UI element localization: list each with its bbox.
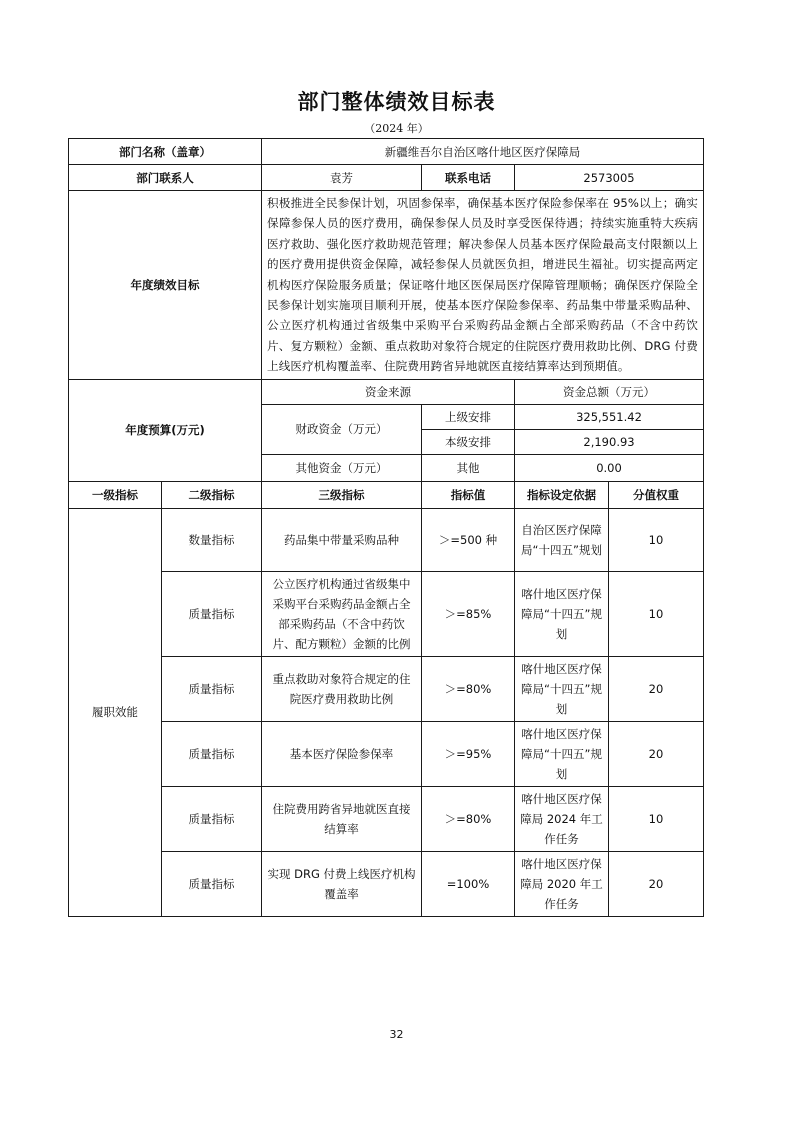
header-weight: 分值权重 <box>609 481 704 508</box>
local-allocation-value: 2,190.93 <box>515 429 704 454</box>
budget-label: 年度预算(万元) <box>69 379 262 481</box>
phone-label: 联系电话 <box>422 165 515 191</box>
goal-label: 年度绩效目标 <box>69 191 262 380</box>
indicator-value: ＞=80% <box>422 656 515 721</box>
level3-indicator: 住院费用跨省异地就医直接结算率 <box>262 786 422 851</box>
indicator-value: =100% <box>422 851 515 916</box>
contact-label: 部门联系人 <box>69 165 262 191</box>
upper-allocation-value: 325,551.42 <box>515 404 704 429</box>
indicator-weight: 10 <box>609 571 704 656</box>
indicator-value: ＞=95% <box>422 721 515 786</box>
indicator-basis: 喀什地区医疗保障局 2020 年工作任务 <box>515 851 609 916</box>
header-basis: 指标设定依据 <box>515 481 609 508</box>
indicator-row <box>69 571 704 656</box>
indicator-row <box>69 721 704 786</box>
local-allocation-label: 本级安排 <box>422 429 515 454</box>
goal-text: 积极推进全民参保计划，巩固参保率，确保基本医疗保险参保率在 95%以上；确实保障参保人员的医疗费用，确保参保人员及时享受医保待遇；持续实施重特大疾病医疗救助、强化医疗救助规范管理；解决参保人员基本医疗保险最高支付限额以上的医疗费用提供资金保障，减轻参保人员就医负担，增进民生福祉。切实提高两定机构医疗保险服务质量；保证喀什地区医保局医疗保障管理顺畅；确保医疗保险全民参保计划实施项目顺利开展，使基本医疗保险参保率、药品集中带量采购品种、公立医疗机构通过省级集中采购平台采购药品金额占全部采购药品（不含中药饮片、复方颗粒）金额、重点救助对象符合规定的住院医疗费用救助比例、DRG 付费上线医疗机构覆盖率、住院费用跨省异地就医直接结算率达到预期值。 <box>262 191 704 380</box>
indicator-header-row <box>69 481 704 508</box>
indicator-value: ＞=80% <box>422 786 515 851</box>
other-fund-label: 其他资金（万元） <box>262 454 422 481</box>
indicator-basis: 自治区医疗保障局“十四五”规划 <box>515 508 609 571</box>
level2-indicator: 质量指标 <box>162 721 262 786</box>
indicator-basis: 喀什地区医疗保障局“十四五”规划 <box>515 571 609 656</box>
fund-total-header: 资金总额（万元） <box>515 379 704 404</box>
level2-indicator: 数量指标 <box>162 508 262 571</box>
header-value: 指标值 <box>422 481 515 508</box>
other-fund-value: 0.00 <box>515 454 704 481</box>
level2-indicator: 质量指标 <box>162 851 262 916</box>
indicator-row <box>69 851 704 916</box>
indicator-weight: 20 <box>609 656 704 721</box>
performance-table <box>68 138 704 917</box>
dept-name-value: 新疆维吾尔自治区喀什地区医疗保障局 <box>262 139 704 165</box>
indicator-row <box>69 656 704 721</box>
level1-indicator: 履职效能 <box>69 508 162 916</box>
level3-indicator: 基本医疗保险参保率 <box>262 721 422 786</box>
page-number: 32 <box>389 1028 404 1041</box>
level2-indicator: 质量指标 <box>162 656 262 721</box>
header-level2: 二级指标 <box>162 481 262 508</box>
other-fund-sub: 其他 <box>422 454 515 481</box>
indicator-basis: 喀什地区医疗保障局“十四五”规划 <box>515 656 609 721</box>
phone-value: 2573005 <box>515 165 704 191</box>
indicator-row <box>69 508 704 571</box>
header-level1: 一级指标 <box>69 481 162 508</box>
header-level3: 三级指标 <box>262 481 422 508</box>
indicator-basis: 喀什地区医疗保障局 2024 年工作任务 <box>515 786 609 851</box>
level3-indicator: 实现 DRG 付费上线医疗机构覆盖率 <box>262 851 422 916</box>
level3-indicator: 重点救助对象符合规定的住院医疗费用救助比例 <box>262 656 422 721</box>
dept-name-label: 部门名称（盖章） <box>69 139 262 165</box>
fiscal-fund-label: 财政资金（万元） <box>262 404 422 454</box>
level3-indicator: 药品集中带量采购品种 <box>262 508 422 571</box>
indicator-weight: 10 <box>609 508 704 571</box>
page-title: 部门整体绩效目标表 <box>297 90 496 114</box>
indicator-basis: 喀什地区医疗保障局“十四五”规划 <box>515 721 609 786</box>
contact-value: 袁芳 <box>262 165 422 191</box>
indicator-weight: 10 <box>609 786 704 851</box>
year-label: （2024 年） <box>364 122 429 135</box>
indicator-value: ＞=85% <box>422 571 515 656</box>
indicator-weight: 20 <box>609 851 704 916</box>
indicator-value: ＞=500 种 <box>422 508 515 571</box>
upper-allocation-label: 上级安排 <box>422 404 515 429</box>
level2-indicator: 质量指标 <box>162 571 262 656</box>
indicator-row <box>69 786 704 851</box>
fund-source-header: 资金来源 <box>262 379 515 404</box>
level2-indicator: 质量指标 <box>162 786 262 851</box>
level3-indicator: 公立医疗机构通过省级集中采购平台采购药品金额占全部采购药品（不含中药饮片、配方颗粒）金额的比例 <box>262 571 422 656</box>
indicator-weight: 20 <box>609 721 704 786</box>
